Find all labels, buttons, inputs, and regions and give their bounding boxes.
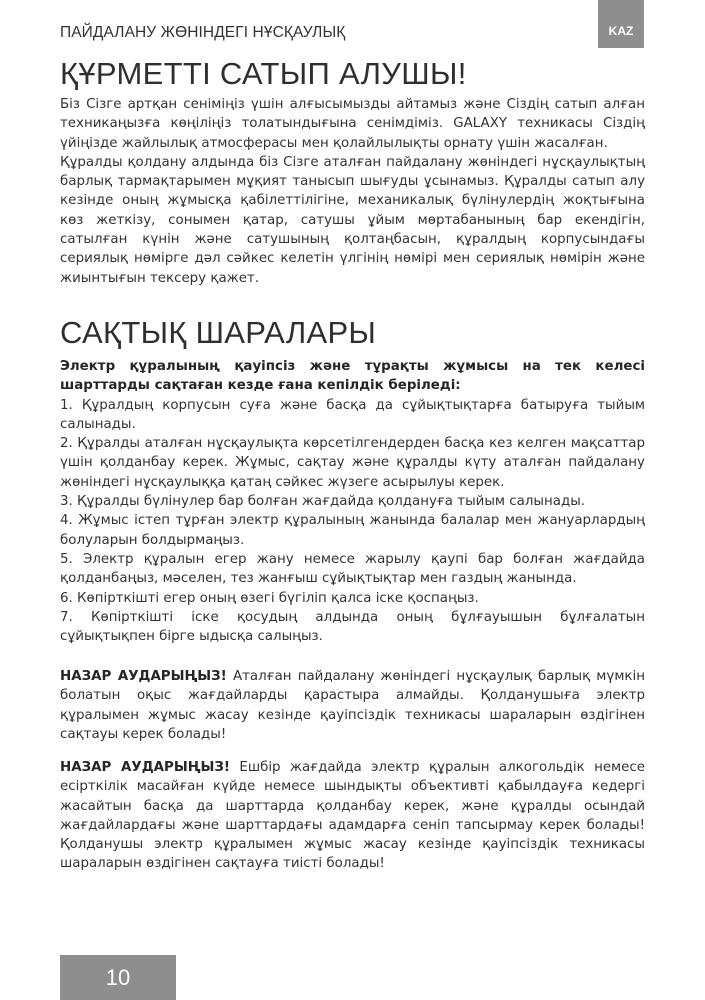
page-header-title: ПАЙДАЛАНУ ЖӨНІНДЕГІ НҰСҚАУЛЫҚ [60,24,346,41]
safety-item: 7. Көпірткішті іске қосудың алдында оның бұлғауышын бұлғалатын сұйықтықпен бірге ыдысқа салыңыз. [60,609,645,645]
warning-label: НАЗАР АУДАРЫҢЫЗ! [60,669,227,684]
intro-heading: ҚҰРМЕТТІ САТЫП АЛУШЫ! [60,56,467,91]
warning-paragraph [60,667,645,744]
safety-heading: САҚТЫҚ ШАРАЛАРЫ [60,315,377,350]
safety-item: 2. Құралды аталған нұсқаулықта көрсетілгендерден басқа кез келген мақсаттар үшін қолданбау керек. Жұмыс, сақтау және құралды күту аталған пайдалану жөніндегі нұсқаулыққа қатаң сәйкес жүзеге асырылуы керек. [60,436,645,490]
safety-text [60,357,645,646]
safety-item: 1. Құралдың корпусын суға және басқа да сұйықтықтарға батыруға тыйым салынады. [60,397,645,432]
safety-item: 3. Құралды бүлінулер бар болған жағдайда қолдануға тыйым салынады. [60,494,586,510]
safety-item: 4. Жұмыс істеп тұрған электр құралының жанында балалар мен жануарлардың болуларын болдырмаңыз. [60,513,645,548]
warning-block-1 [60,667,645,744]
intro-text [60,95,645,288]
page-number: 10 [60,955,176,1000]
warning-text: Ешбір жағдайда электр құралын алкогольдік немесе есірткілік масайған күйде немесе шындықты объективті қабылдауға кедергі жасайтын басқа да шарттарда қолданбау керек, және құралды осындай жағдайлардағы және шарттардағы адамдарға сеніп тапсырмау керек болады! Қолданушы электр құралымен жұмыс жасау кезінде қауіпсіздік техникасы шараларын өздігінен сақтауға тиісті болады! [60,760,646,872]
warning-block-2 [60,758,645,874]
intro-paragraph: Құралды қолдану алдында біз Сізге аталған пайдалану жөніндегі нұсқаулықтың барлық тармақтарымен мұқият танысып шығуды ұсынамыз. Құралды сатып алу кезінде оның жұмысқа қабілеттілігіне, механикалық бүлінулердің жоқтығына көз жеткізу, сонымен қатар, сатушы ұйым мөртабанының бар екендігін, сатылған күнін және сатушының қолтаңбасын, құралдың корпусындағы сериялық нөмірге дәл сәйкес келетін үлгінің нөмірі мен сериялық нөмірін және жиынтығын тексеру қажет. [60,154,645,286]
safety-item: 5. Электр құралын егер жану немесе жарылу қаупі бар болған жағдайда қолданбаңыз, мәселен, тез жанғыш сұйықтықтар мен газдың жанында. [60,551,645,587]
warning-text: Аталған пайдалану жөніндегі нұсқаулық барлық мүмкін болатын оқыс жағдайларды қарастыра алмайды. Қолданушыға электр құралымен жұмыс жасау кезінде қауіпсіздік техникасы шараларын өздігінен сақтауы керек болады! [60,669,646,742]
safety-item: 6. Көпірткішті егер оның өзегі бүгіліп қалса іске қоспаңыз. [60,590,479,606]
warning-label: НАЗАР АУДАРЫҢЫЗ! [60,760,230,775]
intro-paragraph: Біз Сізге артқан сеніміңіз үшін алғысымызды айтамыз және Сіздің сатып алған техникаңызға көңіліңіз толатындығына сенімдіміз. GALAXY техникасы Сіздің үйіңізде жайлылық атмосферасы мен қолайлылықты орнату үшін жасалған. [60,97,645,151]
safety-lead: Электр құралының қауіпсіз және тұрақты жұмысы на тек келесі шарттарды сақтаған кезде ғана кепілдік беріледі: [60,359,645,394]
warning-paragraph [60,758,645,874]
language-tab: KAZ [598,0,644,48]
